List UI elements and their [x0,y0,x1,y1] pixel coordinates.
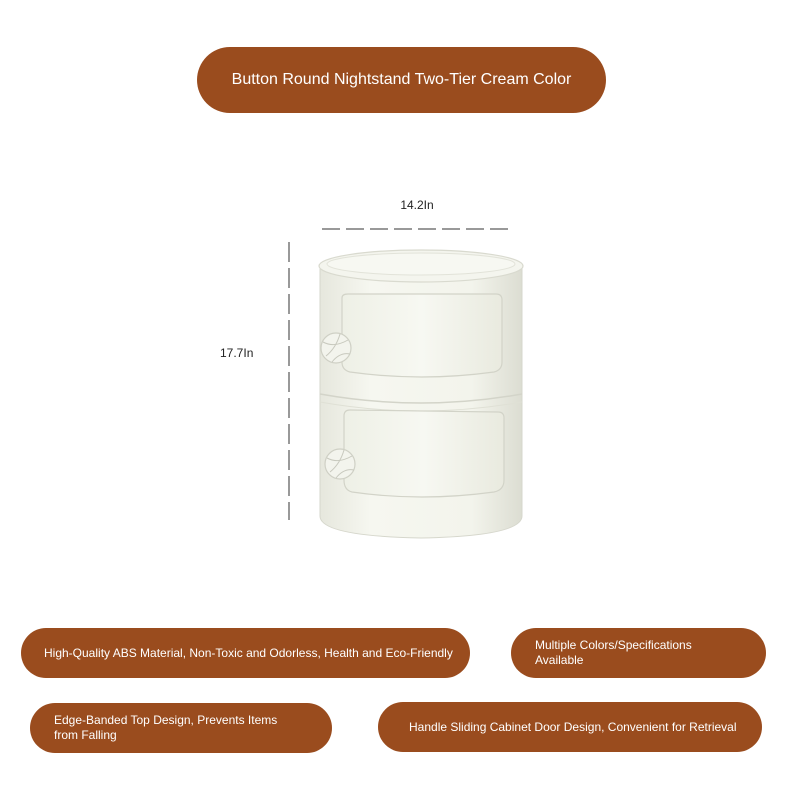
height-dimension-line [214,242,304,520]
feature-top-design-text: Edge-Banded Top Design, Prevents Items from Falling [54,713,278,742]
height-dimension [214,242,304,520]
feature-material-text: High-Quality ABS Material, Non-Toxic and Odorless, Health and Eco-Friendly [44,645,453,660]
feature-colors [511,628,766,678]
width-label: 14.2In [400,198,434,212]
feature-door-design-text: Handle Sliding Cabinet Door Design, Convenient for Retrieval [409,719,737,734]
width-dimension-line [322,196,512,236]
lower-knob-icon [325,449,355,479]
product-title: Button Round Nightstand Two-Tier Cream Color [231,71,572,88]
upper-knob-icon [321,333,351,363]
feature-material [21,628,470,678]
product-title-banner [197,47,606,113]
feature-colors-text: Multiple Colors/Specifications Available [535,638,692,667]
feature-door-design [378,702,762,752]
feature-top-design [30,703,332,753]
height-label: 17.7In [220,346,254,360]
width-dimension [322,196,512,236]
nightstand-image [310,244,532,549]
